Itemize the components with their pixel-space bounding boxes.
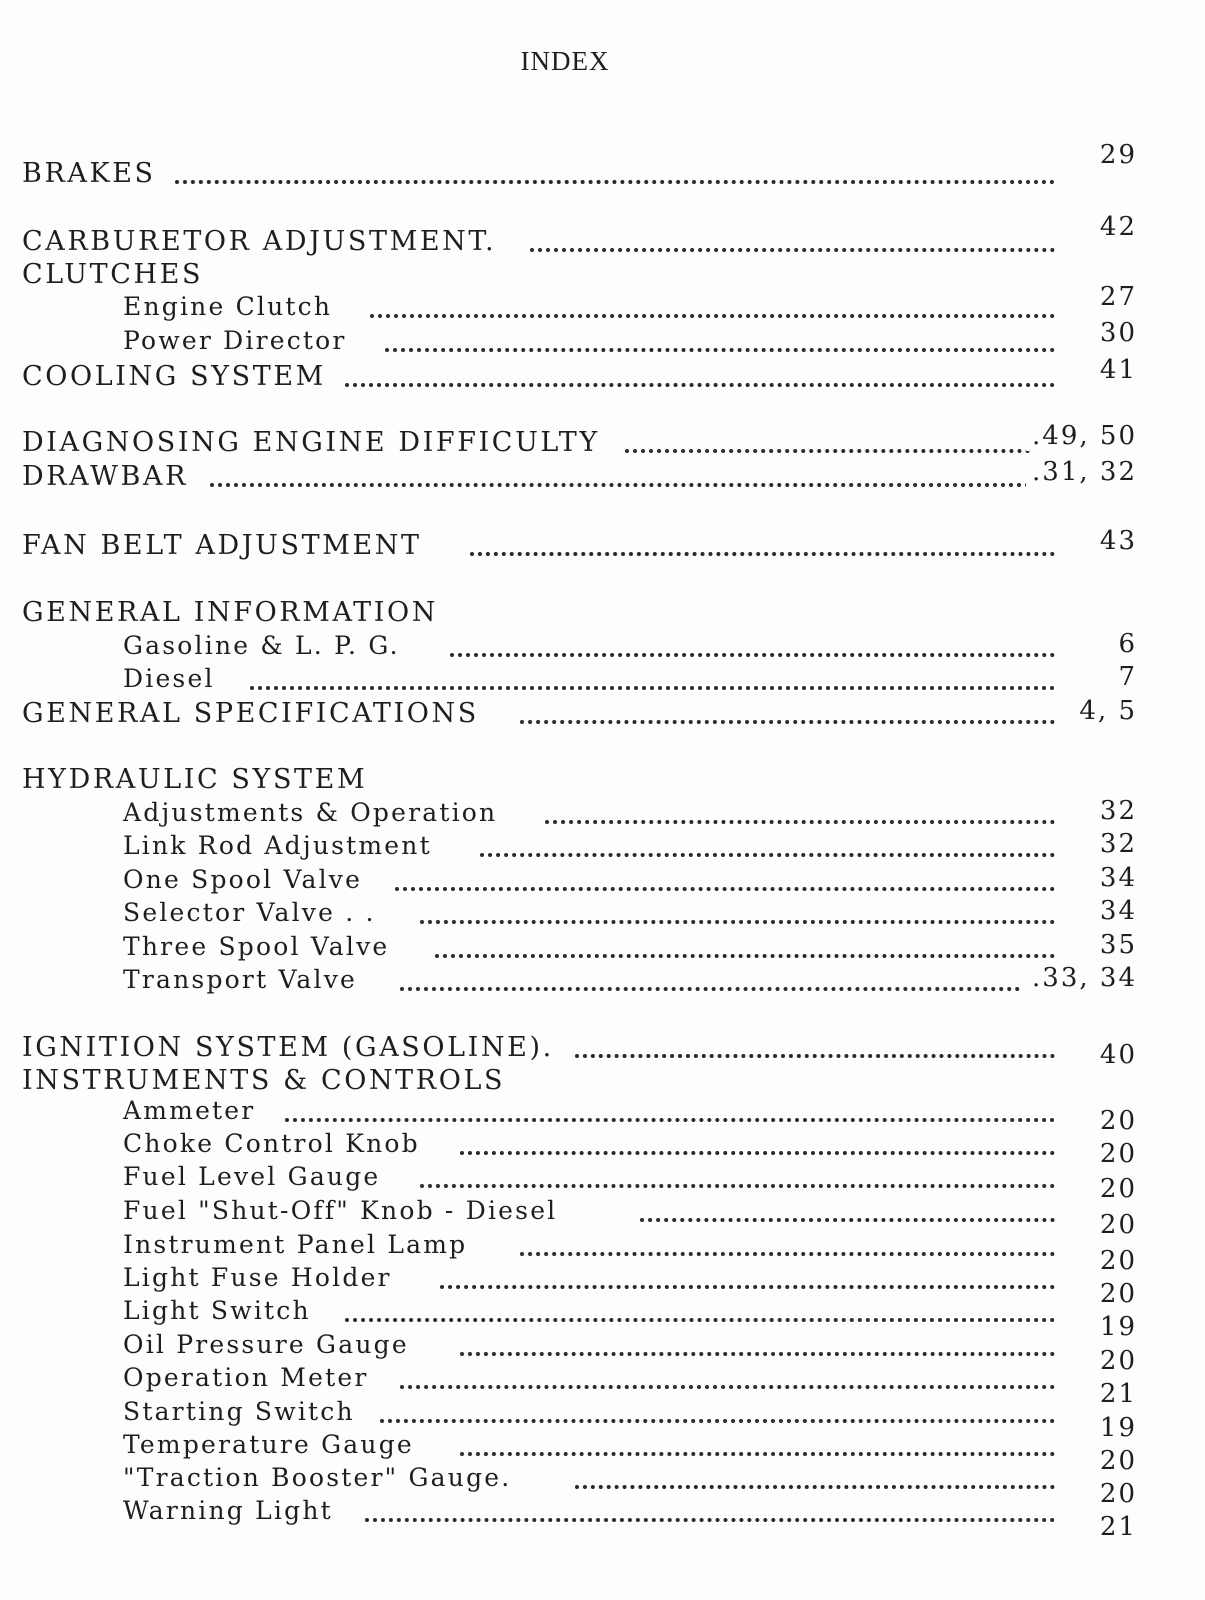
entry-label: INSTRUMENTS & CONTROLS <box>22 1065 509 1096</box>
entry-label: Starting Switch <box>123 1397 359 1426</box>
index-entry <box>0 798 1205 832</box>
entry-page: 20 <box>1094 1139 1137 1169</box>
entry-label: Diesel <box>123 664 219 693</box>
index-entry <box>0 1065 1205 1099</box>
dot-leader <box>545 820 1055 824</box>
dot-leader <box>625 449 1030 453</box>
index-entry <box>0 1463 1205 1509</box>
index-entry <box>0 282 1205 326</box>
entry-page: 27 <box>1094 282 1137 312</box>
entry-page: .33, 34 <box>1026 963 1137 993</box>
index-entry <box>0 421 1205 461</box>
entry-page: 40 <box>1094 1040 1137 1070</box>
entry-label: GENERAL INFORMATION <box>22 597 442 628</box>
entry-label: DIAGNOSING ENGINE DIFFICULTY <box>22 427 604 458</box>
entry-label: "Traction Booster" Gauge. <box>123 1463 515 1492</box>
entry-label: HYDRAULIC SYSTEM <box>22 764 371 795</box>
index-entry <box>0 764 1205 798</box>
index-entry <box>0 1263 1205 1309</box>
entry-page: 20 <box>1094 1106 1137 1136</box>
dot-leader <box>365 1518 1055 1522</box>
dot-leader <box>400 987 1020 991</box>
entry-page: 6 <box>1112 629 1137 659</box>
entry-label: CLUTCHES <box>22 259 207 290</box>
entry-label: Light Switch <box>123 1296 315 1325</box>
entry-label: Selector Valve . . <box>123 898 380 927</box>
dot-leader <box>435 954 1055 958</box>
index-entry <box>0 140 1205 192</box>
dot-leader <box>520 720 1055 724</box>
dot-leader <box>450 653 1055 657</box>
index-entry <box>0 1129 1205 1169</box>
entry-page: 7 <box>1112 662 1137 692</box>
dot-leader <box>380 1419 1055 1423</box>
entry-label: Ammeter <box>123 1096 259 1125</box>
index-entry <box>0 1296 1205 1342</box>
index-entry <box>0 865 1205 899</box>
entry-page: 19 <box>1094 1413 1137 1443</box>
entry-label: COOLING SYSTEM <box>22 361 330 392</box>
entry-label: Fuel Level Gauge <box>123 1162 384 1191</box>
index-entry <box>0 318 1205 360</box>
index-entry <box>0 259 1205 293</box>
entry-page: 29 <box>1094 140 1137 170</box>
dot-leader <box>385 348 1055 352</box>
entry-label: Engine Clutch <box>123 292 336 321</box>
entry-page: 4, 5 <box>1073 696 1137 726</box>
index-entry <box>0 1230 1205 1276</box>
entry-label: Oil Pressure Gauge <box>123 1330 413 1359</box>
index-entry <box>0 1330 1205 1376</box>
dot-leader <box>175 180 1055 184</box>
entry-page: 32 <box>1094 796 1137 826</box>
entry-page: 34 <box>1094 863 1137 893</box>
entry-page: 20 <box>1094 1279 1137 1309</box>
index-entry <box>0 457 1205 495</box>
dot-leader <box>440 1285 1055 1289</box>
page-title: INDEX <box>520 46 610 76</box>
entry-label: Power Director <box>123 326 351 355</box>
entry-label: Gasoline & L. P. G. <box>123 631 404 660</box>
entry-page: 34 <box>1094 896 1137 926</box>
dot-leader <box>480 853 1055 857</box>
entry-label: Temperature Gauge <box>123 1430 418 1459</box>
index-entry <box>0 1397 1205 1443</box>
entry-page: 20 <box>1094 1479 1137 1509</box>
entry-label: Adjustments & Operation <box>123 798 501 827</box>
dot-leader <box>400 1385 1055 1389</box>
entry-page: 19 <box>1094 1312 1137 1342</box>
entry-label: Operation Meter <box>123 1363 372 1392</box>
entry-page: 41 <box>1094 355 1137 385</box>
dot-leader <box>345 383 1055 387</box>
dot-leader <box>460 1151 1055 1155</box>
entry-page: 20 <box>1094 1246 1137 1276</box>
index-entry <box>0 932 1205 966</box>
entry-label: FAN BELT ADJUSTMENT <box>22 530 426 561</box>
entry-label: Light Fuse Holder <box>123 1263 396 1292</box>
index-entry <box>0 631 1205 665</box>
index-entry <box>0 898 1205 932</box>
entry-label: IGNITION SYSTEM (GASOLINE). <box>22 1032 558 1063</box>
entry-page: 21 <box>1094 1512 1137 1542</box>
index-entry <box>0 1032 1205 1070</box>
entry-page: 20 <box>1094 1446 1137 1476</box>
index-entry <box>0 1096 1205 1136</box>
entry-page: .31, 32 <box>1026 457 1137 487</box>
dot-leader <box>575 1054 1055 1058</box>
index-entry <box>0 965 1205 999</box>
index-entry <box>0 355 1205 395</box>
entry-label: Three Spool Valve <box>123 932 393 961</box>
dot-leader <box>285 1118 1055 1122</box>
index-entry <box>0 1496 1205 1542</box>
entry-page: 20 <box>1094 1174 1137 1204</box>
entry-label: Instrument Panel Lamp <box>123 1230 471 1259</box>
entry-label: DRAWBAR <box>22 461 192 492</box>
dot-leader <box>370 314 1055 318</box>
dot-leader <box>250 686 1055 690</box>
dot-leader <box>460 1352 1055 1356</box>
dot-leader <box>470 552 1055 556</box>
entry-page: 20 <box>1094 1346 1137 1376</box>
entry-label: Choke Control Knob <box>123 1129 424 1158</box>
index-entry <box>0 1363 1205 1409</box>
index-entry <box>0 526 1205 564</box>
dot-leader <box>520 1252 1055 1256</box>
index-entry <box>0 1162 1205 1204</box>
entry-label: Fuel "Shut-Off" Knob - Diesel <box>123 1196 561 1225</box>
dot-leader <box>420 1184 1055 1188</box>
dot-leader <box>640 1218 1055 1222</box>
dot-leader <box>420 920 1055 924</box>
entry-page: 20 <box>1094 1210 1137 1240</box>
index-entry <box>0 597 1205 631</box>
entry-label: BRAKES <box>22 158 160 189</box>
dot-leader <box>575 1485 1055 1489</box>
index-entry <box>0 831 1205 865</box>
entry-page: 30 <box>1094 318 1137 348</box>
entry-label: Transport Valve <box>123 965 361 994</box>
entry-page: 43 <box>1094 526 1137 556</box>
entry-label: GENERAL SPECIFICATIONS <box>22 698 483 729</box>
entry-label: Link Rod Adjustment <box>123 831 436 860</box>
index-entry <box>0 212 1205 260</box>
dot-leader <box>395 887 1055 891</box>
dot-leader <box>530 248 1055 252</box>
entry-page: 35 <box>1094 930 1137 960</box>
entry-page: 32 <box>1094 829 1137 859</box>
entry-label: Warning Light <box>123 1496 337 1525</box>
entry-page: 42 <box>1094 212 1137 242</box>
entry-label: One Spool Valve <box>123 865 366 894</box>
dot-leader <box>210 483 1030 487</box>
index-entry <box>0 664 1205 698</box>
entry-label: CARBURETOR ADJUSTMENT. <box>22 226 500 257</box>
dot-leader <box>345 1318 1055 1322</box>
index-entry <box>0 1430 1205 1476</box>
entry-page: 21 <box>1094 1379 1137 1409</box>
index-entry <box>0 698 1205 732</box>
dot-leader <box>460 1452 1055 1456</box>
entry-page: .49, 50 <box>1026 421 1137 451</box>
index-entry <box>0 1196 1205 1240</box>
